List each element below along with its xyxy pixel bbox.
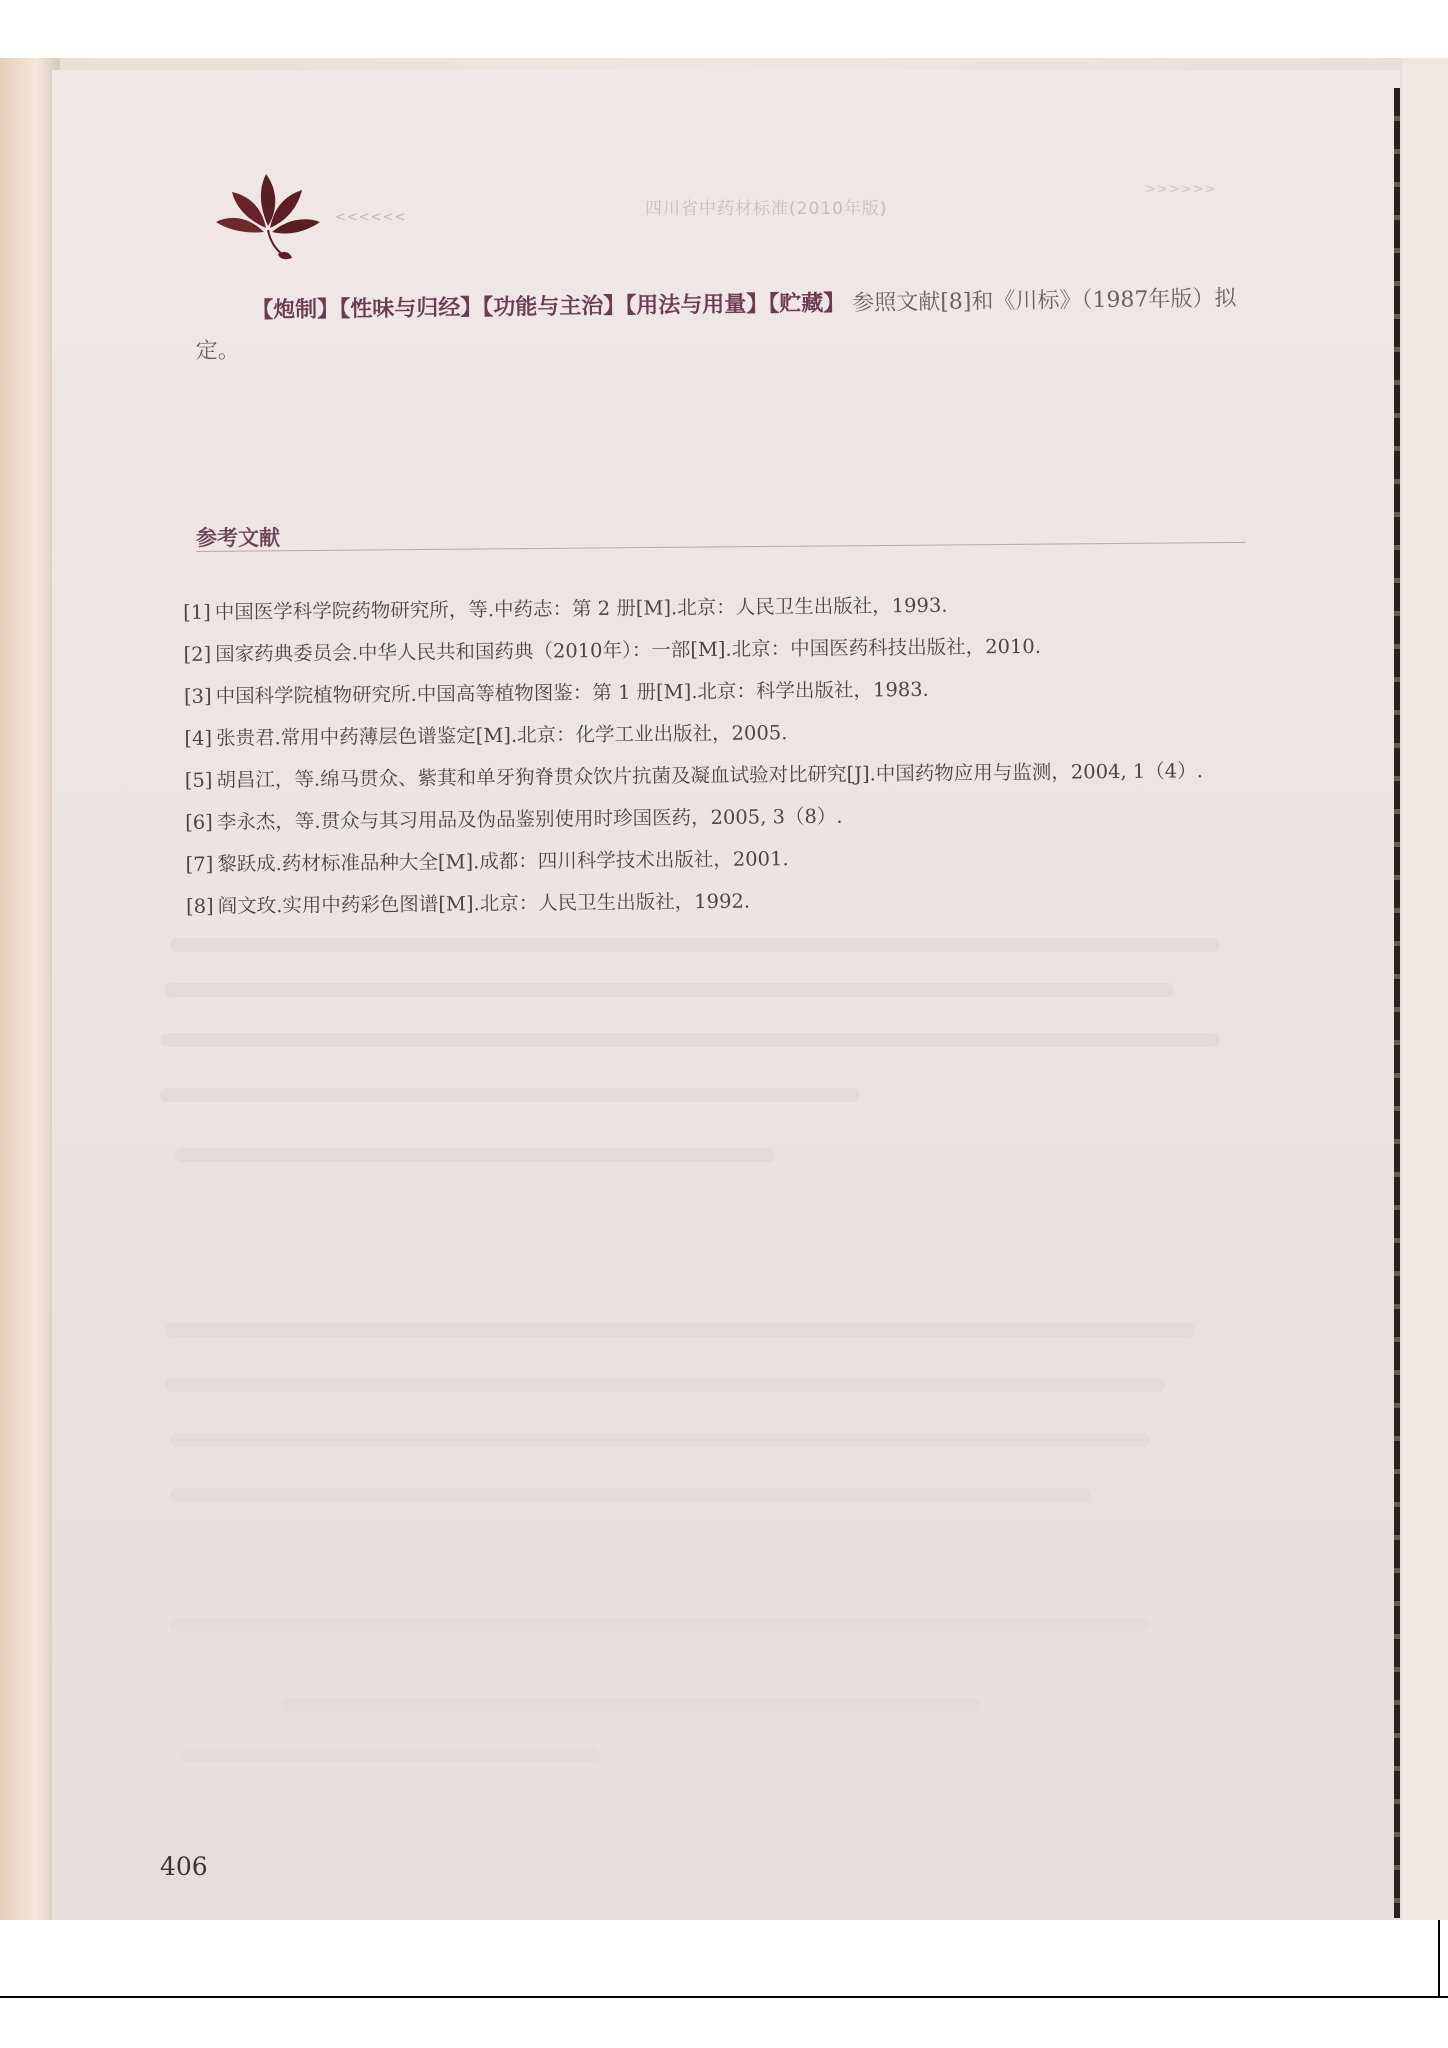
references-list bbox=[183, 582, 1266, 928]
reference-text: 中国医学科学院药物研究所，等.中药志：第 2 册[M].北京：人民卫生出版社，1993. bbox=[214, 593, 948, 624]
background-surface bbox=[1402, 58, 1448, 1920]
show-through-text bbox=[165, 1323, 1195, 1337]
header-chevrons-left: <<<<<< bbox=[335, 210, 407, 225]
show-through-text bbox=[175, 1148, 775, 1162]
reference-number: [5] bbox=[184, 768, 213, 792]
show-through-text bbox=[280, 1698, 980, 1712]
photo-background bbox=[0, 58, 1448, 1920]
show-through-text bbox=[170, 938, 1220, 952]
section-body-text: 参照文献[8]和《川标》（1987年版）拟定。 bbox=[195, 286, 1237, 364]
show-through-text bbox=[165, 1378, 1165, 1392]
show-through-text bbox=[180, 1748, 600, 1762]
reference-number: [3] bbox=[183, 684, 212, 708]
reference-number: [1] bbox=[183, 600, 211, 624]
reference-number: [6] bbox=[185, 810, 213, 834]
reference-number: [7] bbox=[185, 852, 214, 876]
heading-usage-dosage: 【用法与用量】 bbox=[625, 291, 769, 319]
show-through-text bbox=[160, 1088, 860, 1102]
heading-function-indication: 【功能与主治】 bbox=[482, 293, 626, 321]
crop-border-corner bbox=[1438, 1920, 1440, 1998]
show-through-text bbox=[165, 983, 1175, 997]
running-header-title: 四川省中药材标准(2010年版) bbox=[645, 199, 888, 219]
show-through-text bbox=[170, 1433, 1150, 1447]
reference-number: [2] bbox=[183, 642, 212, 666]
leaf-ornament-icon bbox=[208, 168, 328, 268]
heading-storage: 【贮藏】 bbox=[768, 291, 846, 317]
show-through-text bbox=[170, 1618, 1150, 1632]
page-edge-shadow bbox=[1394, 88, 1400, 1918]
references-heading: 参考文献 bbox=[196, 526, 280, 550]
reference-number: [4] bbox=[184, 726, 213, 750]
reference-number: [8] bbox=[185, 894, 214, 918]
show-through-text bbox=[170, 1488, 1090, 1502]
reference-text: 胡昌江，等.绵马贯众、紫萁和单牙狗脊贯众饮片抗菌及凝血试验对比研究[J].中国药物应用与监测，2004, 1（4）. bbox=[216, 759, 1203, 792]
header-chevrons-right: >>>>>> bbox=[1145, 182, 1217, 197]
page-number: 406 bbox=[160, 1852, 208, 1881]
crop-border-line bbox=[0, 1996, 1448, 1998]
processing-paragraph bbox=[195, 279, 1246, 372]
heading-processing: 【炮制】 bbox=[251, 297, 340, 324]
reference-text: 黎跃成.药材标准品种大全[M].成都：四川科学技术出版社，2001. bbox=[217, 847, 789, 876]
reference-text: 张贵君.常用中药薄层色谱鉴定[M].北京：化学工业出版社，2005. bbox=[215, 721, 788, 750]
show-through-text bbox=[160, 1033, 1220, 1047]
reference-text: 阎文玫.实用中药彩色图谱[M].北京：人民卫生出版社，1992. bbox=[217, 889, 751, 918]
reference-text: 李永杰，等.贯众与其习用品及伪品鉴别使用时珍国医药，2005, 3（8）. bbox=[216, 804, 843, 834]
reference-text: 国家药典委员会.中华人民共和国药典（2010年）：一部[M].北京：中国医药科技出版社，2010. bbox=[215, 634, 1042, 666]
heading-nature-meridian: 【性味与归经】 bbox=[339, 295, 483, 323]
reference-text: 中国科学院植物研究所.中国高等植物图鉴：第 1 册[M].北京：科学出版社，1983. bbox=[215, 677, 929, 708]
